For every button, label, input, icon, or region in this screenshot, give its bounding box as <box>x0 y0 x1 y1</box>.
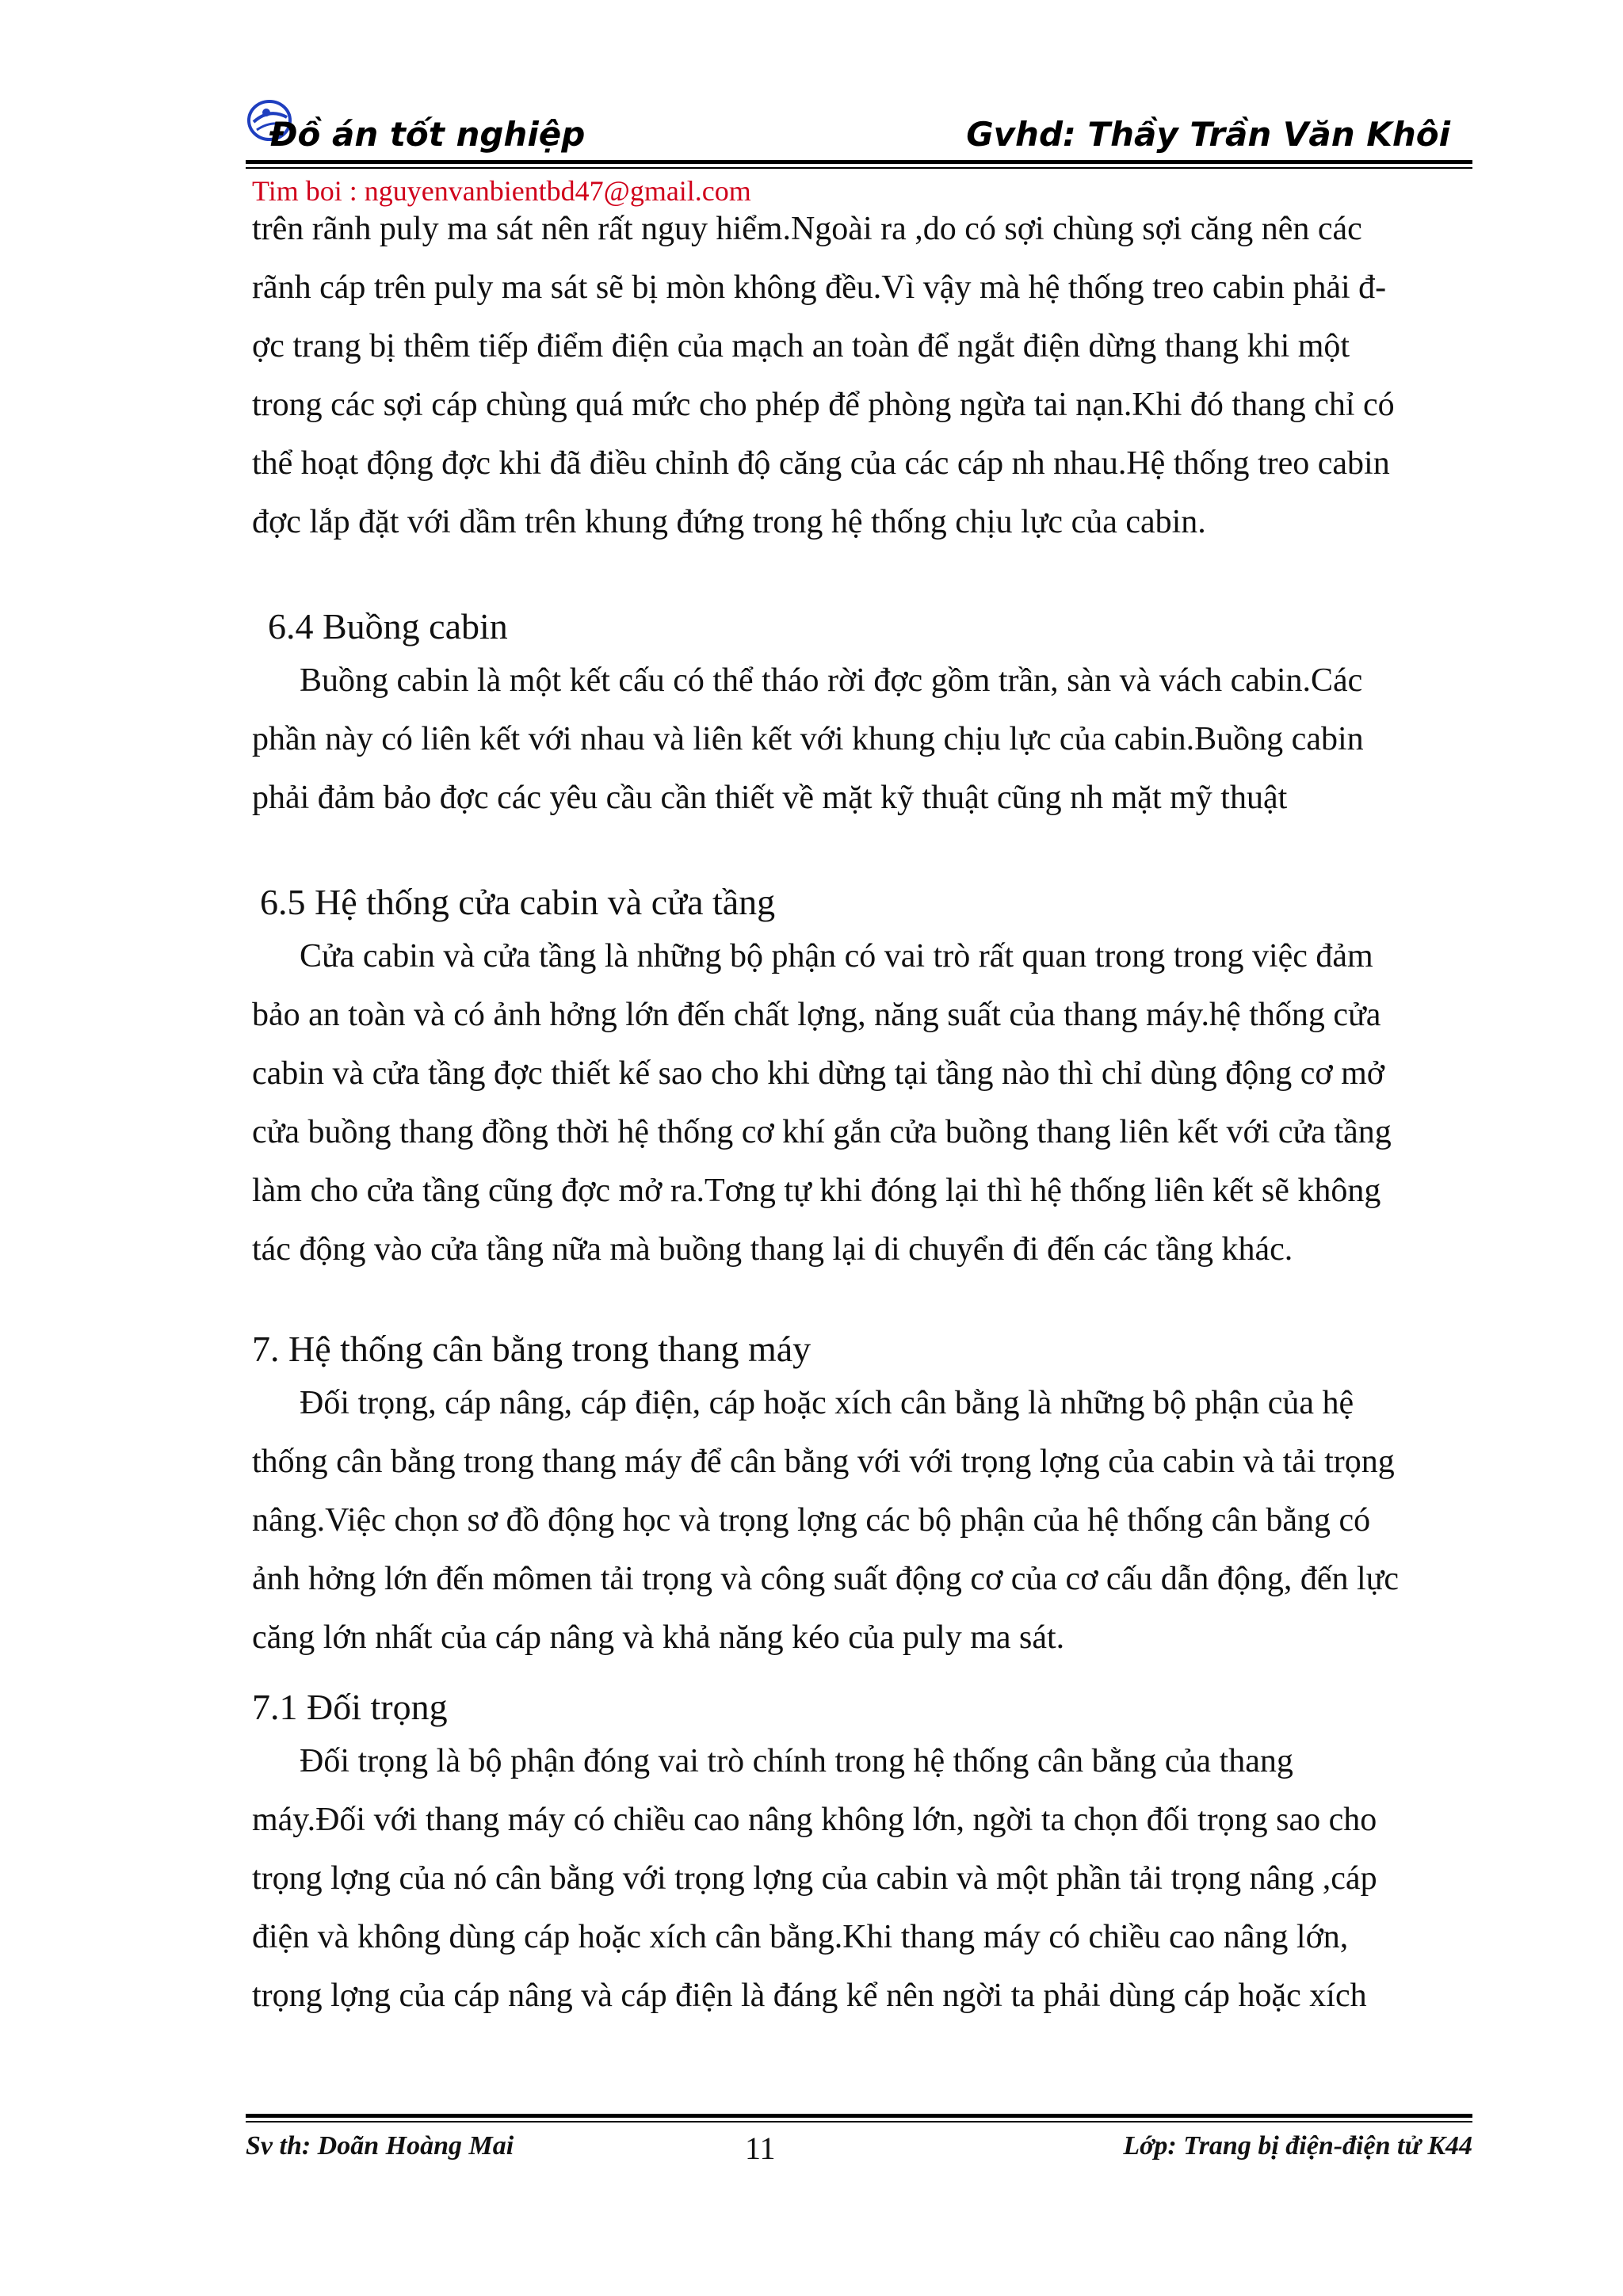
header-advisor: Gvhd: Thầy Trần Văn Khôi <box>966 115 1450 154</box>
section-heading-7: 7. Hệ thống cân bằng trong thang máy <box>252 1329 812 1369</box>
body-line: thống cân bằng trong thang máy để cân bằng với với trọng lợng của cabin và tải trọng <box>252 1444 1395 1480</box>
body-line: trên rãnh puly ma sát nên rất nguy hiểm.Ngoài ra ,do có sợi chùng sợi căng nên các <box>252 211 1362 247</box>
section-heading-7-1: 7.1 Đối trọng <box>252 1687 448 1727</box>
body-line: máy.Đối với thang máy có chiều cao nâng không lớn, ngời ta chọn đối trọng sao cho <box>252 1802 1377 1838</box>
body-line: Đối trọng, cáp nâng, cáp điện, cáp hoặc xích cân bằng là những bộ phận của hệ <box>300 1385 1354 1421</box>
footer-divider <box>246 2114 1472 2118</box>
header-title: Đồ án tốt nghiệp <box>269 115 586 154</box>
body-line: thể hoạt động đợc khi đã điều chỉnh độ căng của các cáp nh nhau.Hệ thống treo cabin <box>252 445 1390 482</box>
body-line: bảo an toàn và có ảnh hởng lớn đến chất lợng, năng suất của thang máy.hệ thống cửa <box>252 997 1381 1033</box>
header-divider <box>246 160 1472 164</box>
footer-class: Lớp: Trang bị điện-điện tử K44 <box>1123 2131 1472 2161</box>
header-divider-thin <box>246 167 1472 169</box>
body-line: ảnh hởng lớn đến mômen tải trọng và công suất động cơ của cơ cấu dẫn động, đến lực <box>252 1561 1400 1597</box>
body-line: cabin và cửa tầng đợc thiết kế sao cho khi dừng tại tầng nào thì chỉ dùng động cơ mở <box>252 1055 1384 1092</box>
body-line: Buồng cabin là một kết cấu có thể tháo rời đợc gồm trần, sàn và vách cabin.Các <box>300 662 1363 699</box>
body-line: đợc lắp đặt với dầm trên khung đứng trong hệ thống chịu lực của cabin. <box>252 504 1206 540</box>
body-line: Cửa cabin và cửa tầng là những bộ phận có vai trò rất quan trong trong việc đảm <box>300 938 1373 974</box>
body-line: nâng.Việc chọn sơ đồ động học và trọng lợng các bộ phận của hệ thống cân bằng có <box>252 1502 1371 1539</box>
body-line: trong các sợi cáp chùng quá mức cho phép để phòng ngừa tai nạn.Khi đó thang chỉ có <box>252 387 1395 423</box>
body-line: rãnh cáp trên puly ma sát sẽ bị mòn không đều.Vì vậy mà hệ thống treo cabin phải đ- <box>252 269 1387 306</box>
body-line: phải đảm bảo đợc các yêu cầu cần thiết về mặt kỹ thuật cũng nh mặt mỹ thuật <box>252 780 1288 816</box>
body-line: ợc trang bị thêm tiếp điểm điện của mạch an toàn để ngắt điện dừng thang khi một <box>252 328 1350 364</box>
body-line: trọng lợng của nó cân bằng với trọng lợng của cabin và một phần tải trọng nâng ,cáp <box>252 1860 1377 1897</box>
email-watermark: Tim boi : nguyenvanbientbd47@gmail.com <box>252 175 751 207</box>
body-line: Đối trọng là bộ phận đóng vai trò chính trong hệ thống cân bằng của thang <box>300 1743 1293 1779</box>
body-line: tác động vào cửa tầng nữa mà buồng thang lại di chuyển đi đến các tầng khác. <box>252 1231 1293 1268</box>
body-line: điện và không dùng cáp hoặc xích cân bằng.Khi thang máy có chiều cao nâng lớn, <box>252 1919 1349 1955</box>
body-line: căng lớn nhất của cáp nâng và khả năng kéo của puly ma sát. <box>252 1619 1065 1656</box>
footer-student: Sv th: Doãn Hoàng Mai <box>246 2131 514 2161</box>
document-body <box>252 200 1479 2025</box>
section-heading-6-4: 6.4 Buồng cabin <box>268 606 508 646</box>
body-line: cửa buồng thang đồng thời hệ thống cơ khí gắn cửa buồng thang liên kết với cửa tầng <box>252 1114 1392 1150</box>
footer-divider-thin <box>246 2121 1472 2122</box>
section-heading-6-5: 6.5 Hệ thống cửa cabin và cửa tầng <box>260 882 776 922</box>
body-line: trọng lợng của cáp nâng và cáp điện là đáng kể nên ngời ta phải dùng cáp hoặc xích <box>252 1978 1367 2014</box>
page-number: 11 <box>745 2130 776 2166</box>
body-line: phần này có liên kết với nhau và liên kết với khung chịu lực của cabin.Buồng cabin <box>252 721 1364 757</box>
body-line: làm cho cửa tầng cũng đợc mở ra.Tơng tự khi đóng lại thì hệ thống liên kết sẽ không <box>252 1173 1381 1209</box>
